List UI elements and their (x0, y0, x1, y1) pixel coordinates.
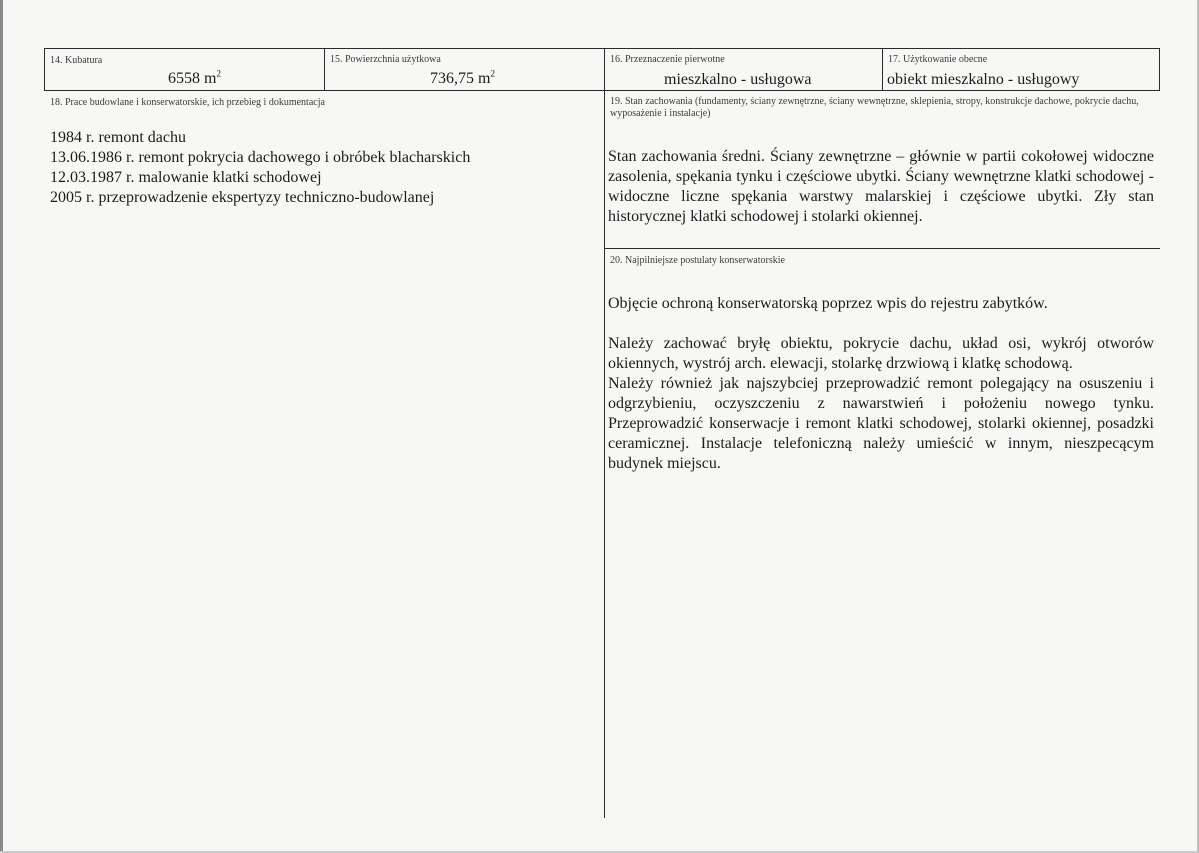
work-item: 2005 r. przeprowadzenie ekspertyzy techniczno-budowlanej (50, 189, 435, 206)
section-19-label: 19. Stan zachowania (fundamenty, ściany zewnętrzne, ściany wewnętrzne, sklepienia, stropy, konstrukcje dachowe, pokrycie dachu, wyposażenie i instalacje) (610, 96, 1139, 119)
postulate-paragraph-3: Należy również jak najszybciej przeprowadzić remont polegający na osuszeniu i odgrzybieniu, oczyszczeniu z nawarstwień i położeniu nowego tynku. Przeprowadzić konserwacje i remont klatki schodowej, stolarki okiennej, posadzki ceramicznej. Instalacje telefoniczną należy umieścić w innym, nieszpecącym budynek miejscu. (608, 375, 1154, 472)
section-20-postulates (608, 294, 1154, 474)
table-top-border (44, 48, 1160, 49)
section-18-label: 18. Prace budowlane i konserwatorskie, ich przebieg i dokumentacja (50, 97, 325, 108)
header-row-bottom-border (44, 90, 1160, 91)
field-16-value: mieszkalno - usługowa (664, 71, 812, 88)
work-item: 1984 r. remont dachu (50, 129, 186, 146)
section-19-bottom-border (604, 248, 1160, 249)
scan-edge-left (0, 0, 3, 853)
work-item: 13.06.1986 r. remont pokrycia dachowego i obróbek blacharskich (50, 149, 471, 166)
postulate-paragraph-1: Objęcie ochroną konserwatorską poprzez wpis do rejestru zabytków. (608, 295, 1048, 312)
section-18-work-list (50, 128, 590, 208)
table-left-border (44, 48, 45, 91)
postulate-paragraph-2: Należy zachować bryłę obiektu, pokrycie dachu, układ osi, wykrój otworów okiennych, wystrój arch. elewacji, stolarkę drzwiową i klatkę schodową. (608, 335, 1154, 372)
field-16-label: 16. Przeznaczenie pierwotne (610, 54, 725, 65)
work-item: 12.03.1987 r. malowanie klatki schodowej (50, 169, 322, 186)
field-14-label: 14. Kubatura (50, 55, 103, 66)
field-16-17-divider (882, 48, 883, 91)
field-14-15-divider (324, 48, 325, 91)
field-15-label: 15. Powierzchnia użytkowa (330, 54, 441, 65)
center-column-divider (604, 48, 605, 818)
field-17-label: 17. Użytkowanie obecne (888, 54, 988, 65)
field-15-value: 736,75 $m^2$ (430, 68, 495, 87)
table-right-border (1159, 48, 1160, 91)
section-20-label: 20. Najpilniejsze postulaty konserwatorskie (610, 255, 785, 266)
field-14-value: 6558 $m^2$ (168, 68, 221, 87)
section-19-condition-text: Stan zachowania średni. Ściany zewnętrzne – głównie w partii cokołowej widoczne zasolenia, spękania tynku i częściowe ubytki. Ściany wewnętrzne klatki schodowej - widoczne liczne spękania warstwy malarskiej i częściowe ubytki. Zły stan historycznej klatki schodowej i stolarki okiennej. (608, 148, 1154, 225)
field-17-value: obiekt mieszkalno - usługowy (887, 71, 1080, 88)
